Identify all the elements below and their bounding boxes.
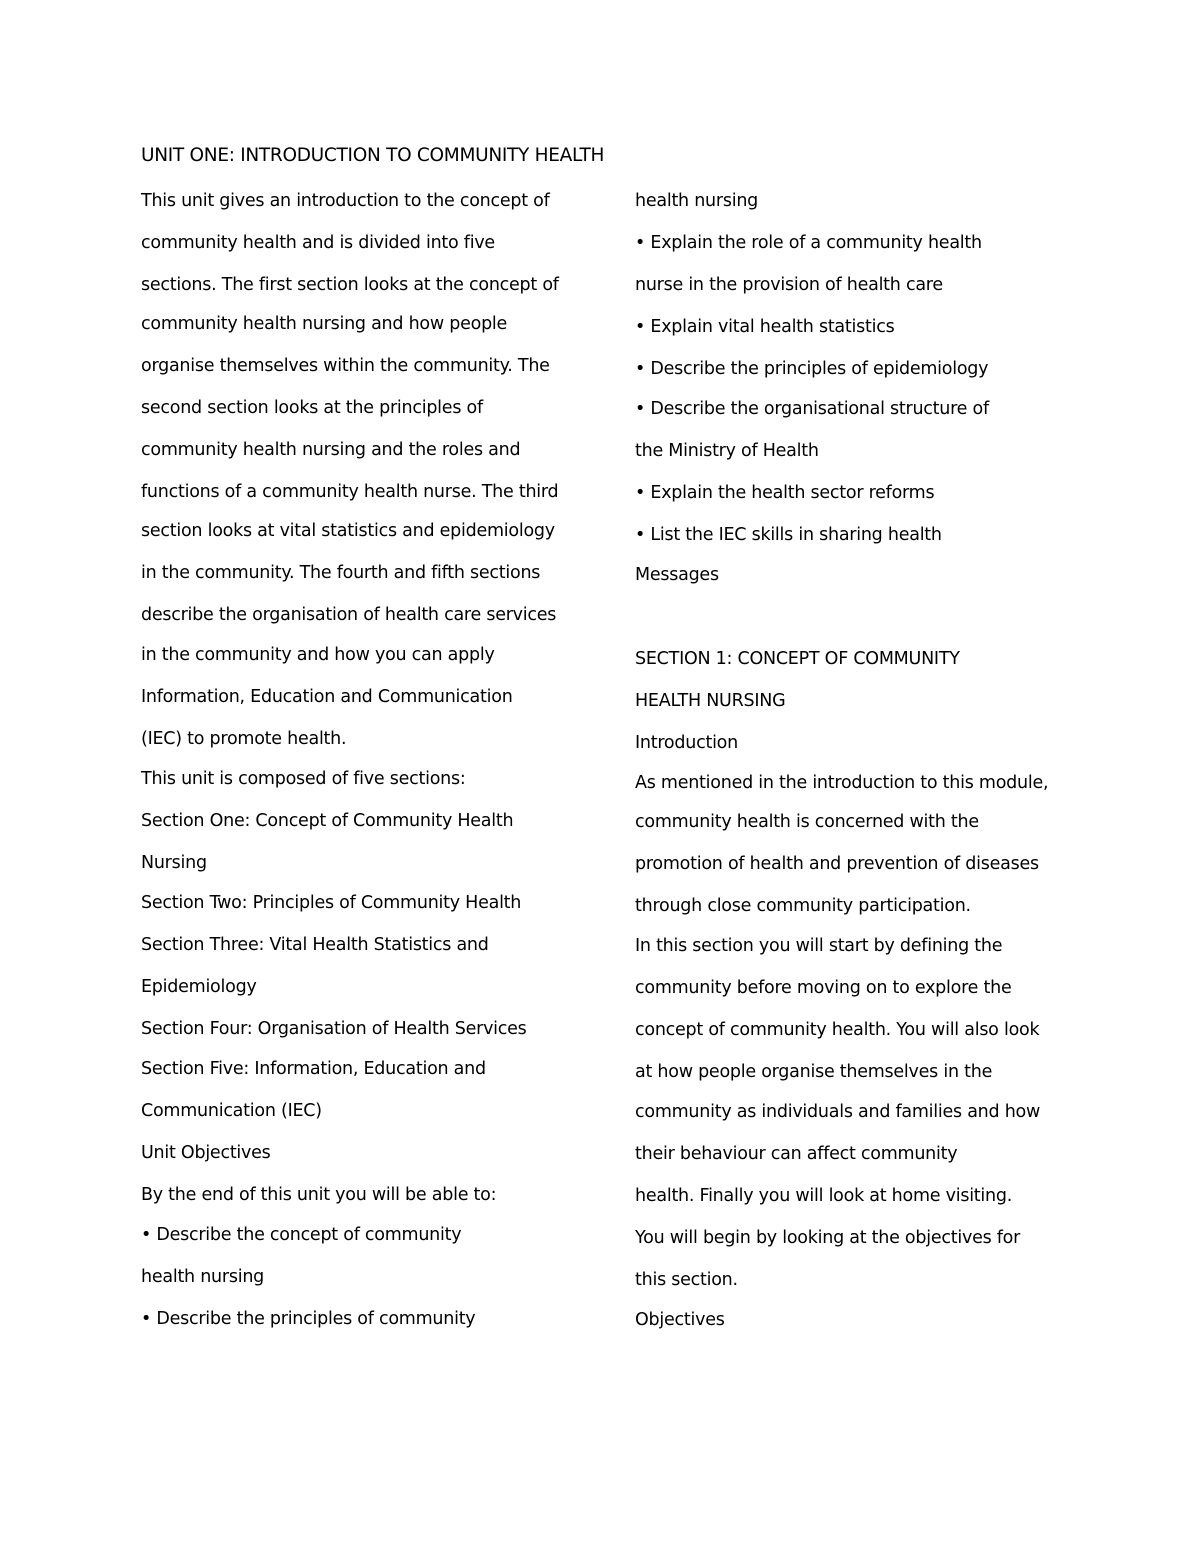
paragraph-line: By the end of this unit you will be able to: [141, 1185, 497, 1205]
section-list-item: Section Five: Information, Education and [141, 1059, 486, 1079]
objectives-heading: Objectives [635, 1310, 725, 1330]
paragraph-line: organise themselves within the community. The [141, 356, 550, 376]
unit-title: UNIT ONE: INTRODUCTION TO COMMUNITY HEALTH [141, 145, 605, 166]
bullet-item: nurse in the provision of health care [635, 275, 943, 295]
section-heading: HEALTH NURSING [635, 691, 786, 711]
section-list-item: Section Four: Organisation of Health Services [141, 1019, 527, 1039]
section-list-item: Nursing [141, 853, 207, 873]
paragraph-line: second section looks at the principles of [141, 398, 483, 418]
bullet-item: • Describe the organisational structure of [635, 399, 989, 419]
bullet-item: health nursing [141, 1267, 265, 1287]
paragraph-line: this section. [635, 1270, 738, 1290]
paragraph-line: sections. The first section looks at the concept of [141, 275, 559, 295]
bullet-item: • Describe the principles of community [141, 1309, 476, 1329]
bullet-item: • Describe the concept of community [141, 1225, 462, 1245]
paragraph-line: concept of community health. You will also look [635, 1020, 1040, 1040]
paragraph-line: This unit gives an introduction to the concept of [141, 191, 550, 211]
paragraph-line: at how people organise themselves in the [635, 1062, 993, 1082]
paragraph-line: their behaviour can affect community [635, 1144, 958, 1164]
bullet-item: • Explain vital health statistics [635, 317, 895, 337]
right-column [635, 190, 1075, 1351]
paragraph-line: community before moving on to explore the [635, 978, 1012, 998]
paragraph-line: in the community and how you can apply [141, 645, 495, 665]
bullet-item: Messages [635, 565, 719, 585]
section-list-item: Communication (IEC) [141, 1101, 322, 1121]
paragraph-line: community health nursing and the roles and [141, 440, 521, 460]
section-list-item: Section Two: Principles of Community Health [141, 893, 522, 913]
section-list-item: Section Three: Vital Health Statistics and [141, 935, 489, 955]
bullet-item: • List the IEC skills in sharing health [635, 525, 942, 545]
section-list-item: Epidemiology [141, 977, 257, 997]
bullet-item: the Ministry of Health [635, 441, 819, 461]
paragraph-line: community health is concerned with the [635, 812, 979, 832]
bullet-item: • Explain the role of a community health [635, 233, 982, 253]
objectives-heading: Unit Objectives [141, 1143, 271, 1163]
paragraph-line: community health and is divided into five [141, 233, 495, 253]
paragraph-line: Information, Education and Communication [141, 687, 513, 707]
bullet-item: • Explain the health sector reforms [635, 483, 935, 503]
section-heading: SECTION 1: CONCEPT OF COMMUNITY [635, 649, 960, 669]
bullet-item: • Describe the principles of epidemiology [635, 359, 989, 379]
paragraph-line: promotion of health and prevention of diseases [635, 854, 1039, 874]
paragraph-line: You will begin by looking at the objectives for [635, 1228, 1021, 1248]
introduction-heading: Introduction [635, 733, 738, 753]
paragraph-line: In this section you will start by defining the [635, 936, 1003, 956]
paragraph-line: community health nursing and how people [141, 314, 508, 334]
paragraph-line: in the community. The fourth and fifth sections [141, 563, 541, 583]
paragraph-line: As mentioned in the introduction to this module, [635, 773, 1049, 793]
paragraph-line: functions of a community health nurse. The third [141, 482, 559, 502]
bullet-item: health nursing [635, 191, 759, 211]
paragraph-line: section looks at vital statistics and epidemiology [141, 521, 555, 541]
paragraph-line: (IEC) to promote health. [141, 729, 347, 749]
paragraph-line: health. Finally you will look at home visiting. [635, 1186, 1013, 1206]
section-list-item: Section One: Concept of Community Health [141, 811, 514, 831]
left-column [141, 190, 581, 1350]
paragraph-line: through close community participation. [635, 896, 971, 916]
paragraph-line: describe the organisation of health care services [141, 605, 557, 625]
paragraph-line: This unit is composed of five sections: [141, 769, 466, 789]
paragraph-line: community as individuals and families and how [635, 1102, 1041, 1122]
